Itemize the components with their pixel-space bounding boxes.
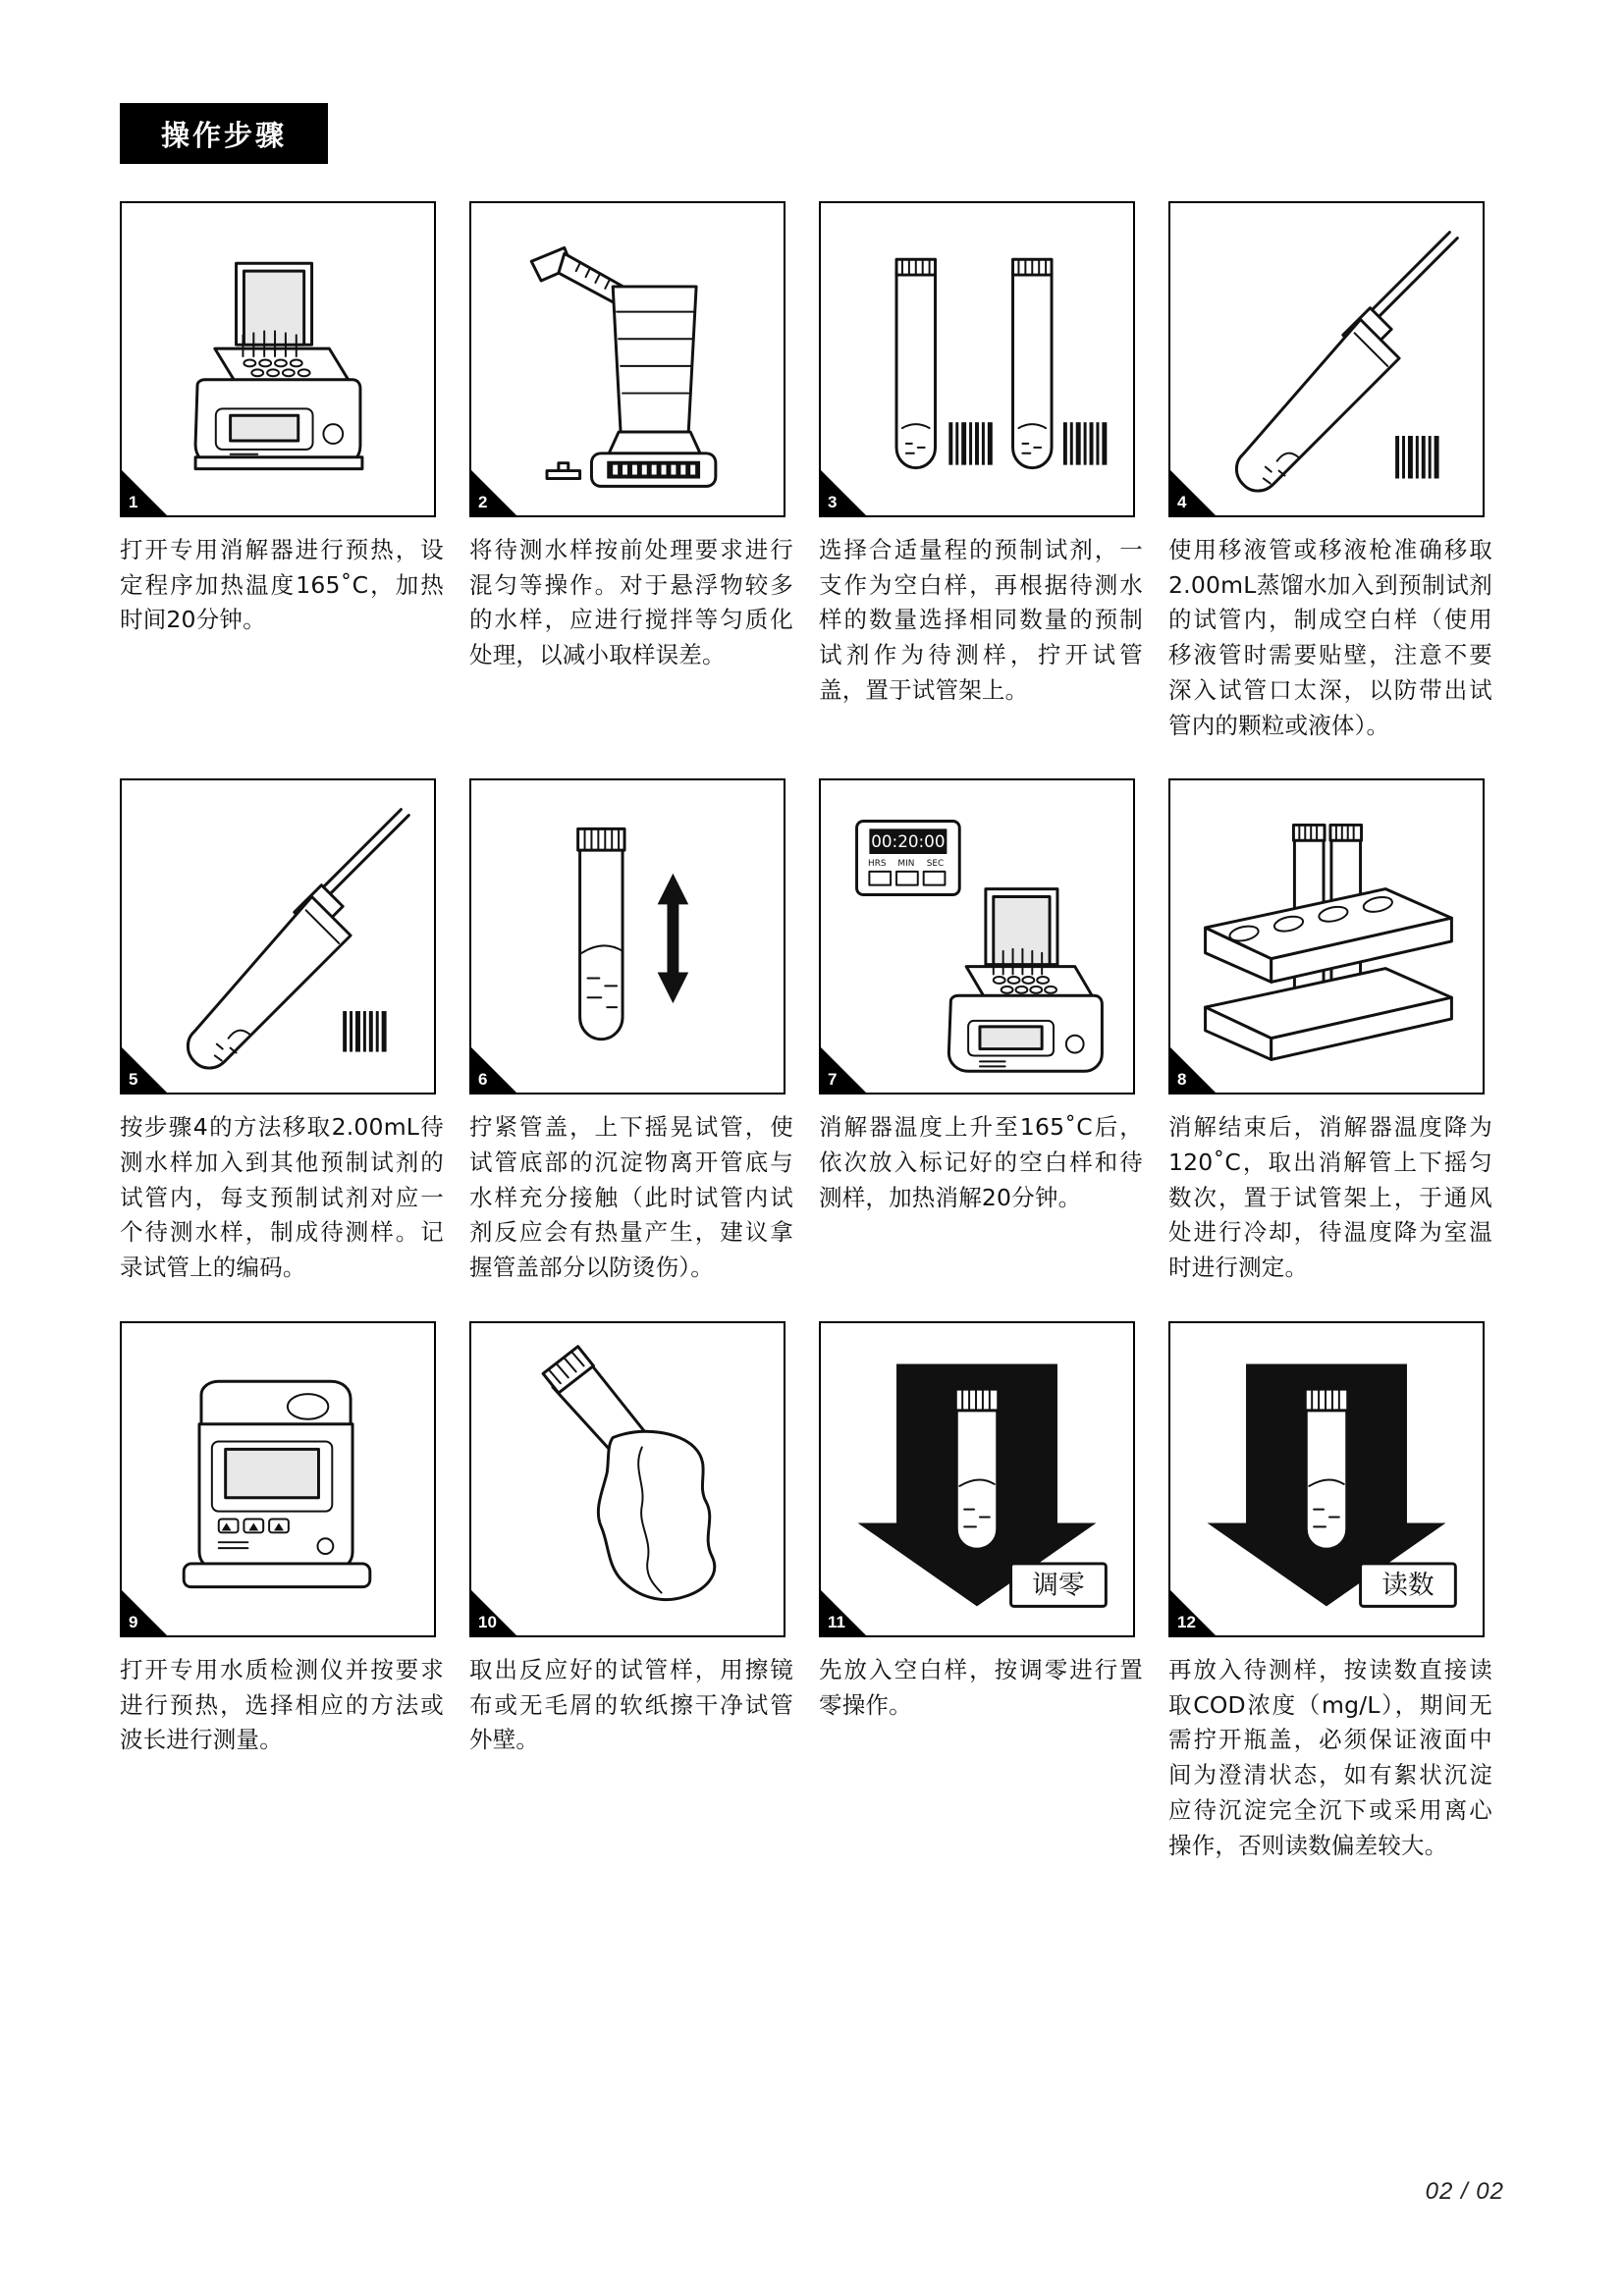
step-caption: 消解器温度上升至165˚C后，依次放入标记好的空白样和待测样，加热消解20分钟。 — [819, 1113, 1143, 1211]
water-sample-beaker-stirring-icon — [471, 203, 784, 515]
step-figure — [120, 1321, 436, 1637]
page-footer — [1426, 2178, 1504, 2206]
step-figure — [1168, 1321, 1485, 1637]
step-number: 5 — [129, 1070, 138, 1090]
step-figure — [819, 201, 1135, 517]
step-number: 9 — [129, 1612, 138, 1631]
step-caption: 使用移液管或移液枪准确移取2.00mL蒸馏水加入到预制试剂的试管内，制成空白样（使用移液管时需要贴壁，注意不要深入试管口太深，以防带出试管内的颗粒或液体）。 — [1168, 536, 1492, 739]
two-premade-reagent-tubes-icon — [821, 203, 1133, 515]
step-figure — [819, 778, 1135, 1095]
step-caption: 打开专用水质检测仪并按要求进行预热，选择相应的方法或波长进行测量。 — [120, 1655, 444, 1754]
step-caption: 取出反应好的试管样，用擦镜布或无毛屑的软纸擦干净试管外壁。 — [469, 1655, 793, 1754]
steps-grid — [120, 201, 1514, 1863]
step-number: 11 — [828, 1612, 845, 1631]
step-figure — [120, 778, 436, 1095]
step-item — [819, 201, 1143, 743]
step-item — [469, 201, 793, 743]
step-item — [1168, 1321, 1492, 1863]
insert-blank-sample-zero-icon — [821, 1323, 1133, 1635]
step-number: 1 — [129, 493, 138, 511]
step-figure — [1168, 201, 1485, 517]
step-item — [120, 1321, 444, 1863]
step-number: 3 — [828, 493, 838, 511]
up-down-arrow-icon — [658, 874, 689, 1003]
pipette-adding-distilled-water-icon — [1170, 203, 1483, 515]
step-number: 8 — [1177, 1070, 1187, 1090]
timer-digestion-heating-icon — [821, 780, 1133, 1093]
barcode-label — [1395, 436, 1438, 478]
step-item — [469, 1321, 793, 1863]
step-item — [120, 201, 444, 743]
shake-tube-up-down-icon — [471, 780, 784, 1093]
step-figure — [469, 1321, 785, 1637]
wipe-tube-with-cloth-icon — [471, 1323, 784, 1635]
step-number: 12 — [1177, 1612, 1196, 1631]
step-caption: 按步骤4的方法移取2.00mL待测水样加入到其他预制试剂的试管内，每支预制试剂对应一个待测水样，制成待测样。记录试管上的编码。 — [120, 1113, 444, 1282]
step-caption: 选择合适量程的预制试剂，一支作为空白样，再根据待测水样的数量选择相同数量的预制试剂作为待测样，拧开试管盖，置于试管架上。 — [819, 536, 1143, 704]
step-figure — [469, 201, 785, 517]
step-item — [120, 778, 444, 1286]
step-number: 7 — [828, 1070, 838, 1090]
step-caption: 消解结束后，消解器温度降为120˚C，取出消解管上下摇匀数次，置于试管架上，于通风处进行冷却，待温度降为室温时进行测定。 — [1168, 1113, 1492, 1282]
step-figure — [819, 1321, 1135, 1637]
step-item — [819, 778, 1143, 1286]
svg-text:SEC: SEC — [926, 859, 945, 870]
step-figure — [1168, 778, 1485, 1095]
step-caption: 打开专用消解器进行预热，设定程序加热温度165˚C，加热时间20分钟。 — [120, 536, 444, 634]
step-number: 6 — [478, 1070, 488, 1090]
insert-test-sample-read-icon — [1170, 1323, 1483, 1635]
step-item — [1168, 778, 1492, 1286]
water-quality-analyzer-icon — [122, 1323, 434, 1635]
barcode-label — [948, 422, 992, 464]
svg-text:调零: 调零 — [1032, 1570, 1085, 1601]
svg-text:00:20:00: 00:20:00 — [871, 831, 946, 852]
digestion-reactor-preheat-icon — [122, 203, 434, 515]
step-caption: 再放入待测样，按读数直接读取COD浓度（mg/L），期间无需拧开瓶盖，必须保证液面中间为澄清状态，如有絮状沉淀应待沉淀完全沉下或采用离心操作，否则读数偏差较大。 — [1168, 1655, 1492, 1859]
pipette-adding-sample-icon — [122, 780, 434, 1093]
barcode-label — [343, 1011, 386, 1051]
barcode-label — [1063, 422, 1107, 464]
step-caption: 将待测水样按前处理要求进行混匀等操作。对于悬浮物较多的水样，应进行搅拌等匀质化处理，以减小取样误差。 — [469, 536, 793, 669]
step-number: 10 — [478, 1612, 497, 1631]
section-title: 操作步骤 — [160, 120, 287, 152]
tube-rack-cooling-icon — [1170, 780, 1483, 1093]
section-header-banner — [120, 103, 328, 164]
step-number: 2 — [478, 493, 488, 511]
svg-text:读数: 读数 — [1381, 1570, 1435, 1601]
page-number: 02 / 02 — [1425, 2178, 1504, 2205]
step-caption: 拧紧管盖，上下摇晃试管，使试管底部的沉淀物离开管底与水样充分接触（此时试管内试剂反应会有热量产生，建议拿握管盖部分以防烫伤）。 — [469, 1113, 793, 1282]
step-figure — [469, 778, 785, 1095]
step-figure — [120, 201, 436, 517]
step-item — [819, 1321, 1143, 1863]
step-caption: 先放入空白样，按调零进行置零操作。 — [819, 1655, 1143, 1719]
svg-text:HRS: HRS — [868, 859, 887, 870]
svg-text:MIN: MIN — [897, 859, 915, 870]
step-number: 4 — [1177, 493, 1187, 511]
step-item — [469, 778, 793, 1286]
step-item — [1168, 201, 1492, 743]
